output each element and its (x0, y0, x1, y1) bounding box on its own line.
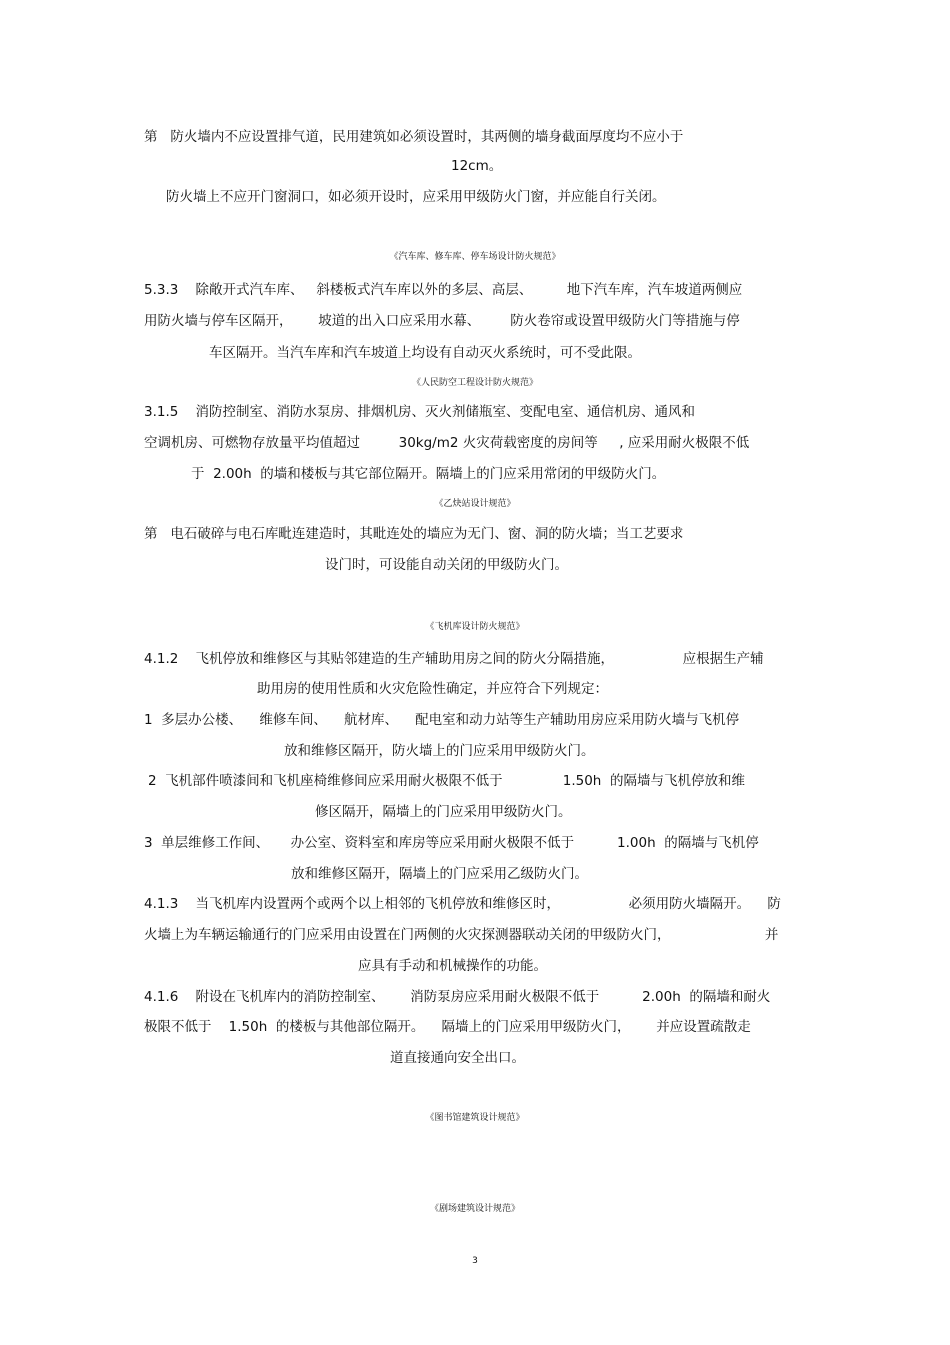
text-line: 1 多层办公楼、 维修车间、 航材库、 配电室和动力站等生产辅助用房应采用防火墙与飞机停 (144, 712, 740, 728)
section-heading: 《剧场建筑设计规范》 (429, 1204, 520, 1214)
text-line: 极限不低于 1.50h 的楼板与其他部位隔开。 隔墙上的门应采用甲级防火门， 并应设置疏散走 (144, 1019, 751, 1035)
text-line: 防火墙上不应开门窗洞口，如必须开设时，应采用甲级防火门窗，并应能自行关闭。 (166, 189, 666, 205)
text-line: 第 防火墙内不应设置排气道，民用建筑如必须设置时，其两侧的墙身截面厚度均不应小于 (144, 129, 684, 145)
text-line: 用防火墙与停车区隔开， 坡道的出入口应采用水幕、 防火卷帘或设置甲级防火门等措施与停 (144, 313, 740, 329)
text-line: 4.1.3 当飞机库内设置两个或两个以上相邻的飞机停放和维修区时， 必须用防火墙隔开。 防 (144, 896, 781, 912)
text-line: 放和维修区隔开，隔墙上的门应采用乙级防火门。 (291, 866, 588, 882)
text-line: 空调机房、可燃物存放量平均值超过 30kg/m2 火灾荷载密度的房间等 , 应采用耐火极限不低 (144, 435, 750, 451)
text-line: 第 电石破碎与电石库毗连建造时，其毗连处的墙应为无门、窗、洞的防火墙；当工艺要求 (144, 526, 684, 542)
text-line: 助用房的使用性质和火灾危险性确定，并应符合下列规定： (257, 681, 608, 697)
text-line: 车区隔开。当汽车库和汽车坡道上均设有自动灭火系统时，可不受此限。 (209, 345, 641, 361)
section-heading: 《汽车库、修车库、停车场设计防火规范》 (389, 252, 561, 262)
text-line: 道直接通向安全出口。 (390, 1050, 525, 1066)
section-heading: 《飞机库设计防火规范》 (425, 622, 525, 632)
text-line: 火墙上为车辆运输通行的门应采用由设置在门两侧的火灾探测器联动关闭的甲级防火门， 并 (144, 927, 779, 943)
text-line: 4.1.2 飞机停放和维修区与其贴邻建造的生产辅助用房之间的防火分隔措施， 应根据生产辅 (144, 651, 764, 667)
text-line: 2 飞机部件喷漆间和飞机座椅维修间应采用耐火极限不低于 1.50h 的隔墙与飞机停放和维 (148, 773, 745, 789)
text-line: 3 单层维修工作间、 办公室、资料室和库房等应采用耐火极限不低于 1.00h 的隔墙与飞机停 (144, 835, 759, 851)
text-line: 5.3.3 除敞开式汽车库、 斜楼板式汽车库以外的多层、高层、 地下汽车库，汽车坡道两侧应 (144, 282, 743, 298)
page-number: 3 (472, 1256, 478, 1266)
text-line: 设门时，可设能自动关闭的甲级防火门。 (325, 557, 568, 573)
text-line: 3.1.5 消防控制室、消防水泵房、排烟机房、灭火剂储瓶室、变配电室、通信机房、通风和 (144, 404, 696, 420)
section-heading: 《乙炔站设计规范》 (434, 499, 516, 509)
text-line: 12cm。 (451, 158, 503, 174)
text-line: 应具有手动和机械操作的功能。 (358, 958, 547, 974)
text-line: 4.1.6 附设在飞机库内的消防控制室、 消防泵房应采用耐火极限不低于 2.00h 的隔墙和耐火 (144, 989, 771, 1005)
section-heading: 《人民防空工程设计防火规范》 (411, 378, 538, 388)
text-line: 放和维修区隔开，防火墙上的门应采用甲级防火门。 (284, 743, 595, 759)
section-heading: 《图书馆建筑设计规范》 (425, 1113, 525, 1123)
text-line: 修区隔开，隔墙上的门应采用甲级防火门。 (315, 804, 572, 820)
text-line: 于 2.00h 的墙和楼板与其它部位隔开。隔墙上的门应采用常闭的甲级防火门。 (191, 466, 666, 482)
